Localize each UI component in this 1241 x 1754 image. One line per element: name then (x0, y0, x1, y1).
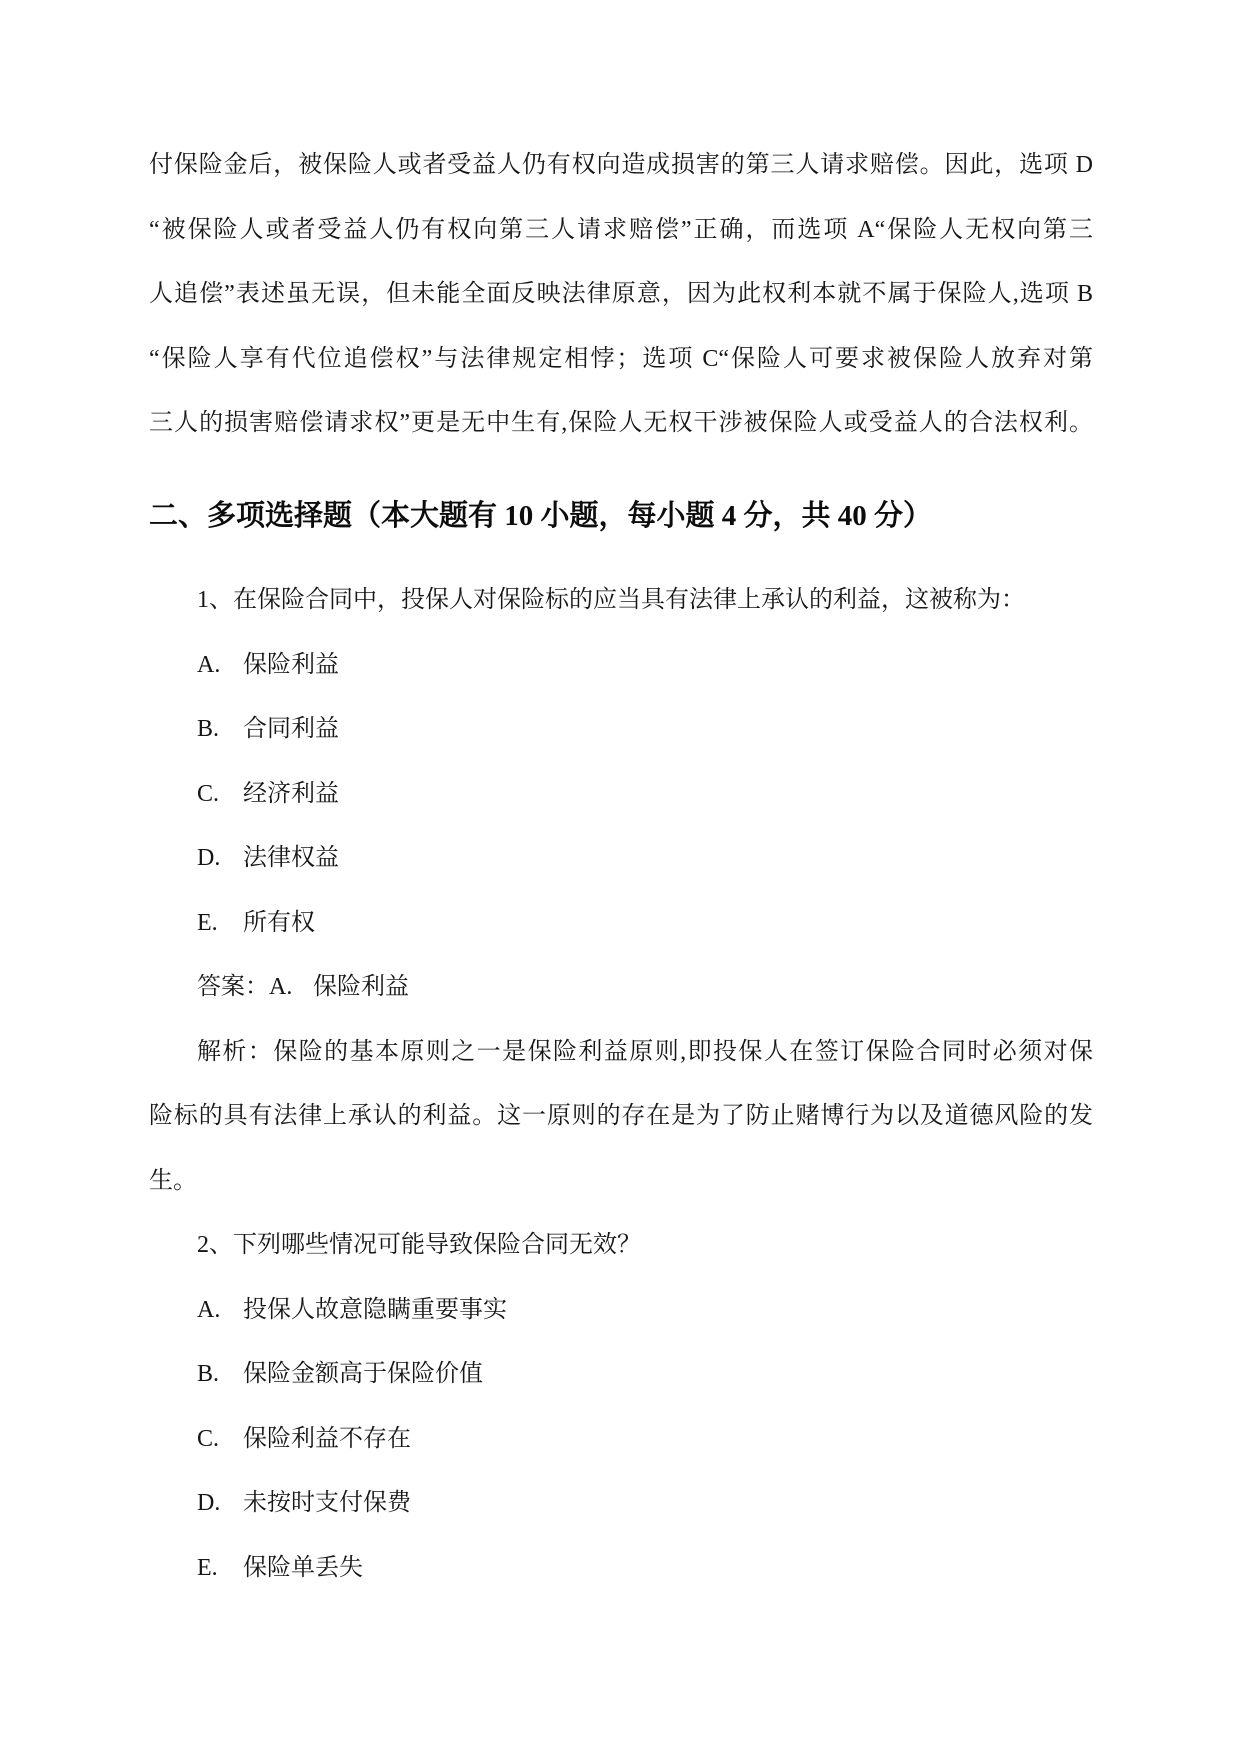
option-text: 投保人故意隐瞒重要事实 (243, 1296, 507, 1323)
option-text: 保险金额高于保险价值 (243, 1361, 483, 1387)
question-1-option-a (149, 633, 1093, 698)
option-label: E. (197, 1554, 218, 1581)
answer-prefix: 答案： (197, 974, 269, 1000)
section-heading: 二、多项选择题（本大题有 10 小题，每小题 4 分，共 40 分） (149, 499, 933, 532)
question-2-text: 2、下列哪些情况可能导致保险合同无效？ (197, 1232, 641, 1258)
analysis-line: 解析：保险的基本原则之一是保险利益原则,即投保人在签订保险合同时必须对保 (197, 1038, 1093, 1065)
option-text: 合同利益 (243, 716, 339, 742)
option-text: 经济利益 (243, 780, 339, 807)
question-2 (149, 1213, 1093, 1600)
option-text: 保险利益 (243, 651, 339, 678)
option-label: C. (197, 1425, 220, 1452)
option-text: 所有权 (243, 909, 315, 936)
option-label: D. (197, 845, 221, 871)
answer-text: 保险利益 (313, 974, 409, 1000)
analysis-line: 生。 (149, 1167, 197, 1194)
option-label: A. (197, 651, 221, 678)
paragraph-line: “保险人享有代位追偿权”与法律规定相悖；选项 C“保险人可要求被保险人放弃对第 (149, 345, 1093, 372)
option-label: C. (197, 780, 220, 807)
option-text: 保险单丢失 (243, 1554, 363, 1581)
question-2-option-c (149, 1407, 1093, 1472)
option-label: B. (197, 1361, 220, 1387)
paragraph-line: 付保险金后，被保险人或者受益人仍有权向造成损害的第三人请求赔偿。因此，选项 D (149, 152, 1093, 178)
question-1-option-c (149, 762, 1093, 827)
option-label: B. (197, 716, 220, 742)
question-1-option-e (149, 891, 1093, 956)
option-text: 未按时支付保费 (243, 1490, 411, 1516)
paragraph-line: 三人的损害赔偿请求权”更是无中生有,保险人无权干涉被保险人或受益人的合法权利。 (149, 410, 1093, 436)
question-1 (149, 568, 1093, 1213)
paragraph-line: “被保险人或者受益人仍有权向第三人请求赔偿”正确，而选项 A“保险人无权向第三 (149, 216, 1093, 243)
question-1-option-d (149, 826, 1093, 891)
answer-letter: A. (269, 974, 293, 1000)
question-1-text: 1、在保险合同中，投保人对保险标的应当具有法律上承认的利益，这被称为： (197, 587, 1025, 613)
option-text: 法律权益 (243, 845, 339, 871)
option-label: D. (197, 1490, 221, 1516)
intro-paragraph (149, 133, 1093, 456)
question-2-option-d (149, 1471, 1093, 1536)
analysis-line: 险标的具有法律上承认的利益。这一原则的存在是为了防止赌博行为以及道德风险的发 (149, 1103, 1093, 1129)
question-2-option-a (149, 1278, 1093, 1343)
question-2-option-e (149, 1536, 1093, 1601)
option-text: 保险利益不存在 (243, 1425, 411, 1452)
paragraph-line: 人追偿”表述虽无误，但未能全面反映法律原意，因为此权利本就不属于保险人,选项 B (149, 281, 1093, 307)
question-2-option-b (149, 1342, 1093, 1407)
question-1-analysis (149, 1020, 1093, 1214)
option-label: E. (197, 909, 218, 936)
option-label: A. (197, 1296, 221, 1323)
question-1-answer-line (149, 955, 1093, 1020)
question-1-option-b (149, 697, 1093, 762)
